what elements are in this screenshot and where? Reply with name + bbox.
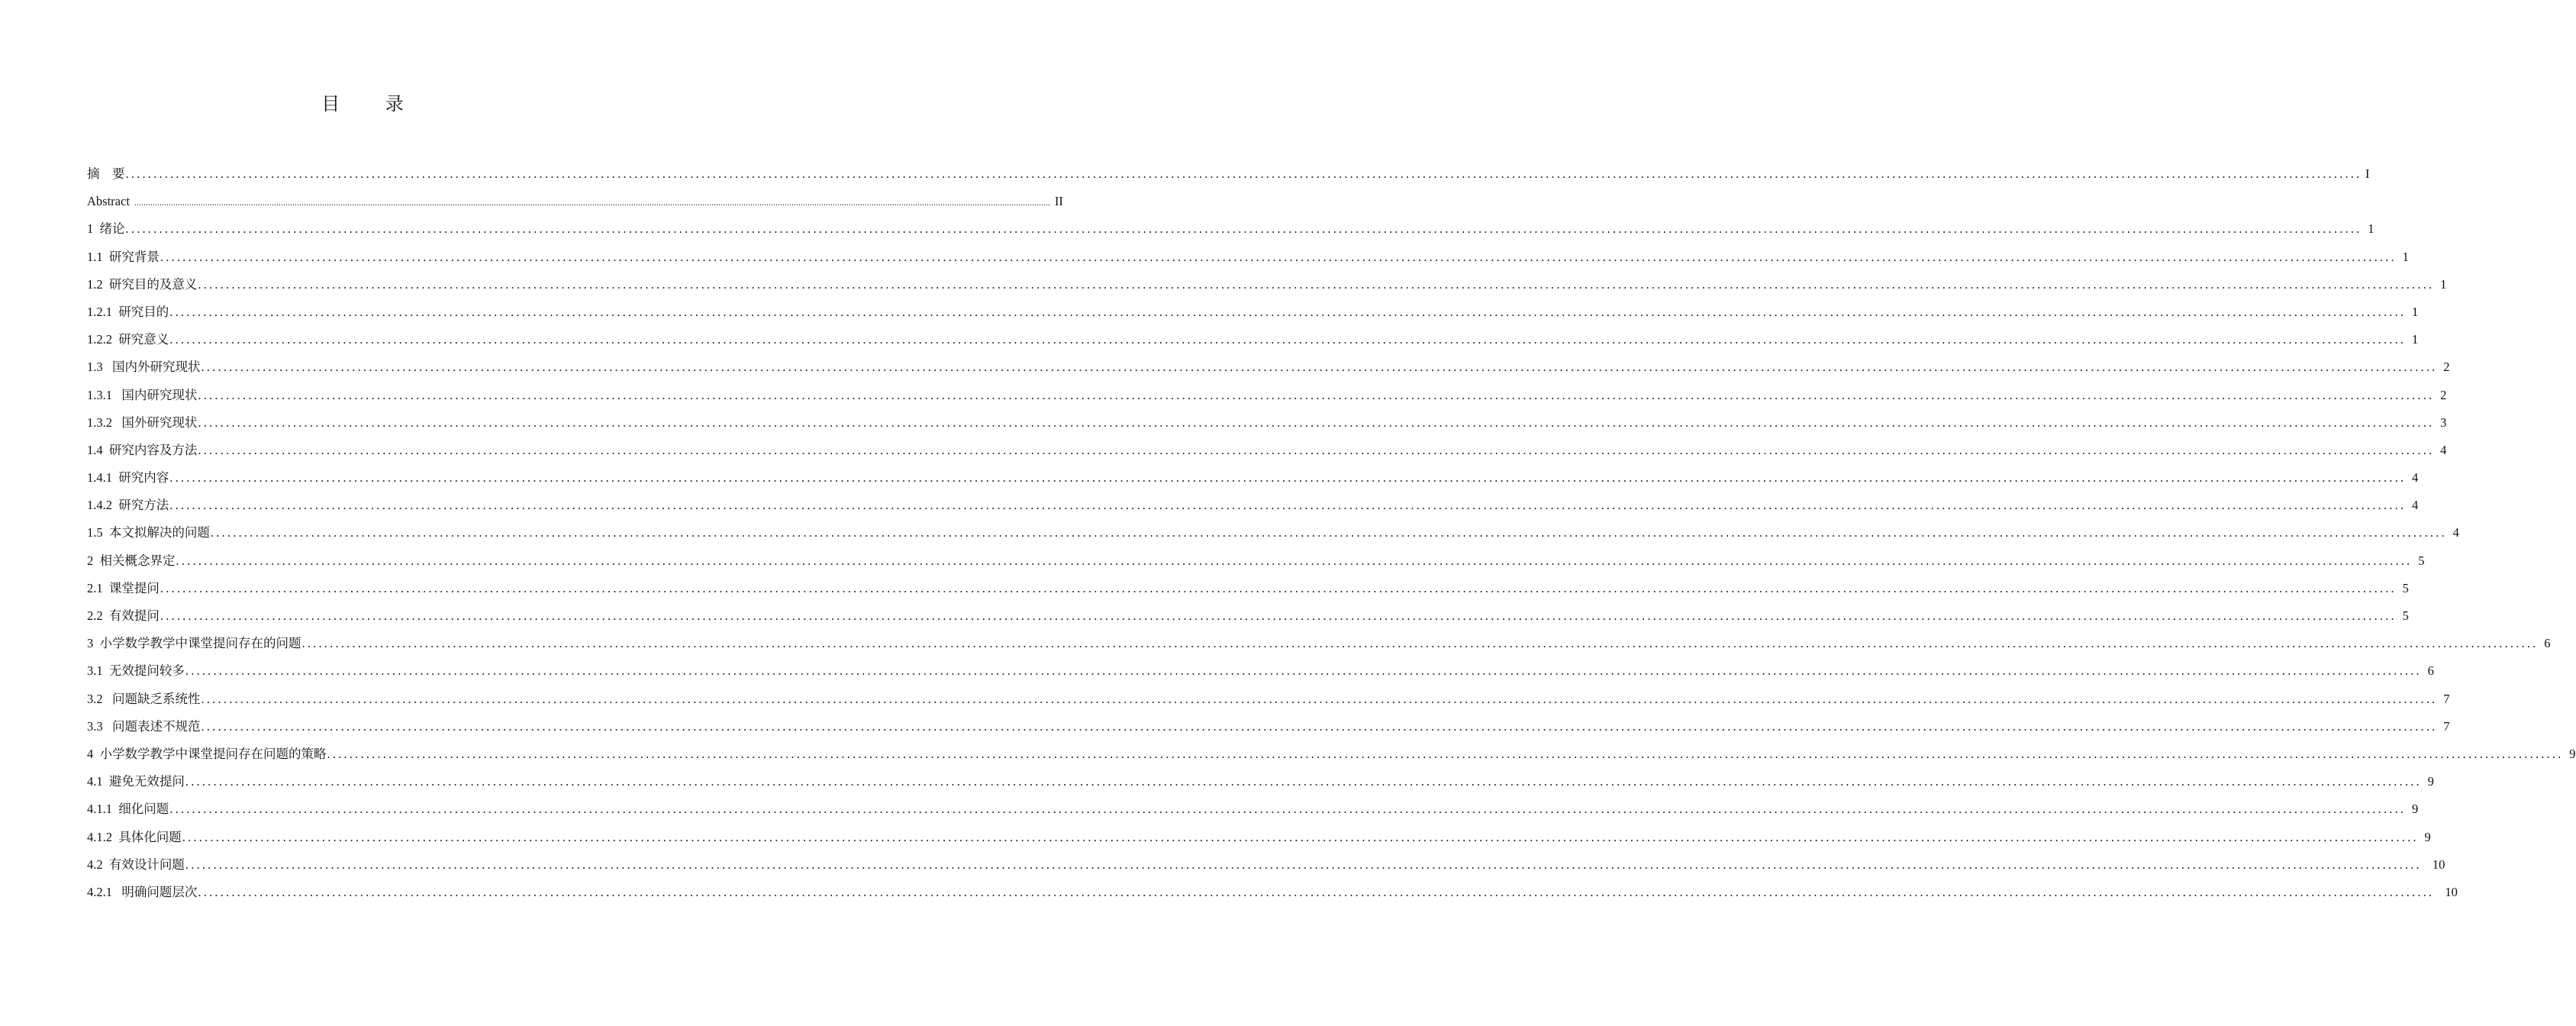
toc-entry[interactable] — [87, 879, 2458, 906]
toc-entry-label: 3 小学数学教学中课堂提问存在的问题 — [87, 636, 301, 651]
toc-dot-leader: ................................................................................................................................................................................................................................................................................................................................................................................................................ — [169, 304, 2407, 319]
toc-entry-page: 9 — [2427, 774, 2434, 789]
toc-entry-page: 9 — [2412, 802, 2419, 817]
toc-dot-leader: ................................................................................................................................................................................................................................................................................................................................................................................................................ — [201, 718, 2438, 734]
toc-entry-label: 4.1.1 细化问题 — [87, 802, 169, 817]
toc-entry-page: 9 — [2569, 746, 2576, 761]
toc-entry-label: Abstract — [87, 194, 130, 209]
toc-entry[interactable] — [87, 686, 2450, 713]
toc-entry-label: 1.4.2 研究方法 — [87, 498, 169, 513]
toc-entry-page: 5 — [2402, 580, 2409, 595]
toc-dot-leader: ................................................................................................................................................................................................................................................................................................................................................................................................................ — [160, 580, 2397, 595]
toc-entry[interactable] — [87, 492, 2419, 519]
toc-entry-page: 5 — [2418, 553, 2425, 568]
toc-entry[interactable] — [87, 547, 2425, 575]
toc-entry[interactable] — [87, 244, 2409, 271]
toc-entry-label: 1.1 研究背景 — [87, 249, 160, 264]
toc-dot-leader: ................................................................................................................................................................................................................................................................................................................................................................................................................ — [198, 884, 2435, 899]
toc-entry-page: 6 — [2427, 663, 2434, 679]
toc-entry[interactable] — [87, 713, 2450, 740]
toc-dot-leader: ................................................................................................................................................................................................................................................................................................................................................................................................................ — [198, 387, 2435, 402]
toc-entry-label: 1 绪论 — [87, 221, 125, 237]
toc-entry-page: I — [2365, 166, 2370, 181]
toc-entry-label: 4.1 避免无效提问 — [87, 774, 185, 789]
toc-entry[interactable] — [87, 464, 2419, 492]
toc-entry[interactable] — [87, 795, 2419, 823]
toc-entry[interactable] — [87, 437, 2447, 464]
toc-dot-leader: ................................................................................................................................................................................................................................................................................................................................................................................................................ — [125, 166, 2362, 181]
toc-entry-page: 6 — [2544, 636, 2551, 651]
toc-entry-label: 1.2.2 研究意义 — [87, 332, 169, 347]
toc-entry-label: 1.3.2 国外研究现状 — [87, 415, 198, 430]
toc-list — [87, 160, 2576, 906]
toc-dot-leader: ................................................................................................................................................................................................................................................................................................................................................................................................................ — [160, 608, 2397, 623]
toc-entry-page: 1 — [2440, 276, 2447, 292]
toc-entry-label: 3.1 无效提问较多 — [87, 663, 185, 679]
toc-entry-label: 1.2.1 研究目的 — [87, 304, 169, 319]
toc-entry-label: 1.3 国内外研究现状 — [87, 360, 201, 375]
toc-dot-leader: ................................................................................................................................................................................................................................................................................................................................................................................................................ — [169, 332, 2407, 347]
toc-entry-label: 3.3 问题表述不规范 — [87, 718, 201, 734]
toc-entry[interactable] — [87, 630, 2551, 657]
toc-entry-label: 2 相关概念界定 — [87, 553, 176, 568]
toc-entry-label: 1.3.1 国内研究现状 — [87, 387, 198, 402]
toc-entry-page: 2 — [2443, 360, 2450, 375]
toc-entry-label: 4.2 有效设计问题 — [87, 857, 185, 872]
toc-dot-leader: ................................................................................................................................................................................................................................................................................................................................................................................................................ — [210, 525, 2447, 540]
toc-entry-page: II — [1054, 194, 1063, 209]
toc-entry-page: 1 — [2368, 221, 2374, 237]
toc-entry[interactable] — [87, 768, 2434, 795]
toc-entry-page: 4 — [2412, 498, 2419, 513]
toc-entry-page: 4 — [2440, 442, 2447, 457]
toc-entry-label: 2.2 有效提问 — [87, 608, 160, 623]
toc-dot-leader: ................................................................................................................................................................................................................................................................................................................................................................................................................ — [160, 249, 2397, 264]
toc-entry[interactable] — [87, 824, 2431, 851]
toc-dot-leader: ................................................................................................................................................................................................................................................................................................................................................................................................................ — [169, 498, 2407, 513]
toc-entry[interactable] — [87, 215, 2374, 243]
toc-dot-leader: ................................................................................................................................................................................................................................................................................................................................................................................................................ — [185, 663, 2422, 679]
toc-entry-label: 3.2 问题缺乏系统性 — [87, 691, 201, 706]
toc-dot-leader: ................................................................................................................................................................................................................................................................................................................................................................................................................ — [176, 553, 2413, 568]
page-title: 目 录 — [321, 93, 424, 115]
toc-entry[interactable] — [87, 657, 2434, 685]
toc-entry-page: 4 — [2452, 525, 2459, 540]
toc-entry-page: 1 — [2412, 304, 2419, 319]
toc-entry-label: 1.4 研究内容及方法 — [87, 442, 198, 457]
toc-entry-label: 摘 要 — [87, 166, 125, 181]
toc-entry-page: 7 — [2443, 718, 2450, 734]
toc-entry[interactable] — [87, 188, 1063, 215]
toc-entry-label: 4.1.2 具体化问题 — [87, 829, 182, 844]
toc-entry-page: 10 — [2445, 884, 2458, 899]
toc-entry[interactable] — [87, 409, 2447, 437]
toc-entry[interactable] — [87, 575, 2409, 602]
toc-dot-leader: ................................................................................................................................................................................................................................................................................................................................................................................................................ — [169, 470, 2407, 486]
toc-entry[interactable] — [87, 326, 2419, 353]
toc-dot-leader: ................................................................................................................................................................................................................................................................................................................................................................................................................ — [182, 829, 2419, 844]
toc-entry-page: 4 — [2412, 470, 2419, 486]
toc-entry[interactable] — [87, 382, 2447, 409]
toc-dot-leader: ................................................................................................................................................................................................................................................................................................................................................................................................................ — [301, 636, 2539, 651]
toc-entry[interactable] — [87, 519, 2459, 547]
toc-dot-leader: ................................................................................................................................................................................................................................................................................................................................................................................................................ — [201, 360, 2438, 375]
toc-dot-leader: ................................................................................................................................................................................................................................................................................................................................................................................................................ — [134, 197, 1050, 208]
toc-entry-label: 1.4.1 研究内容 — [87, 470, 169, 486]
toc-entry-page: 1 — [2402, 249, 2409, 264]
toc-entry-label: 1.2 研究目的及意义 — [87, 276, 198, 292]
toc-dot-leader: ................................................................................................................................................................................................................................................................................................................................................................................................................ — [327, 746, 2564, 761]
toc-entry-label: 2.1 课堂提问 — [87, 580, 160, 595]
toc-entry-label: 4.2.1 明确问题层次 — [87, 884, 198, 899]
toc-entry-page: 1 — [2412, 332, 2419, 347]
toc-entry[interactable] — [87, 271, 2447, 298]
toc-entry[interactable] — [87, 160, 2370, 188]
toc-entry[interactable] — [87, 353, 2450, 381]
toc-entry-page: 2 — [2440, 387, 2447, 402]
toc-dot-leader: ................................................................................................................................................................................................................................................................................................................................................................................................................ — [125, 221, 2362, 237]
toc-dot-leader: ................................................................................................................................................................................................................................................................................................................................................................................................................ — [198, 442, 2435, 457]
toc-entry-page: 9 — [2424, 829, 2431, 844]
toc-dot-leader: ................................................................................................................................................................................................................................................................................................................................................................................................................ — [201, 691, 2438, 706]
toc-entry-label: 1.5 本文拟解决的问题 — [87, 525, 210, 540]
toc-entry[interactable] — [87, 602, 2409, 630]
toc-dot-leader: ................................................................................................................................................................................................................................................................................................................................................................................................................ — [169, 802, 2407, 817]
toc-dot-leader: ................................................................................................................................................................................................................................................................................................................................................................................................................ — [198, 415, 2435, 430]
toc-entry[interactable] — [87, 851, 2445, 879]
toc-entry-label: 4 小学数学教学中课堂提问存在问题的策略 — [87, 746, 327, 761]
toc-dot-leader: ................................................................................................................................................................................................................................................................................................................................................................................................................ — [185, 774, 2422, 789]
toc-entry-page: 7 — [2443, 691, 2450, 706]
toc-dot-leader: ................................................................................................................................................................................................................................................................................................................................................................................................................ — [198, 276, 2435, 292]
toc-dot-leader: ................................................................................................................................................................................................................................................................................................................................................................................................................ — [185, 857, 2422, 872]
toc-entry-page: 5 — [2402, 608, 2409, 623]
toc-entry-page: 3 — [2440, 415, 2447, 430]
toc-entry[interactable] — [87, 740, 2576, 768]
toc-entry[interactable] — [87, 298, 2419, 326]
toc-entry-page: 10 — [2432, 857, 2445, 872]
